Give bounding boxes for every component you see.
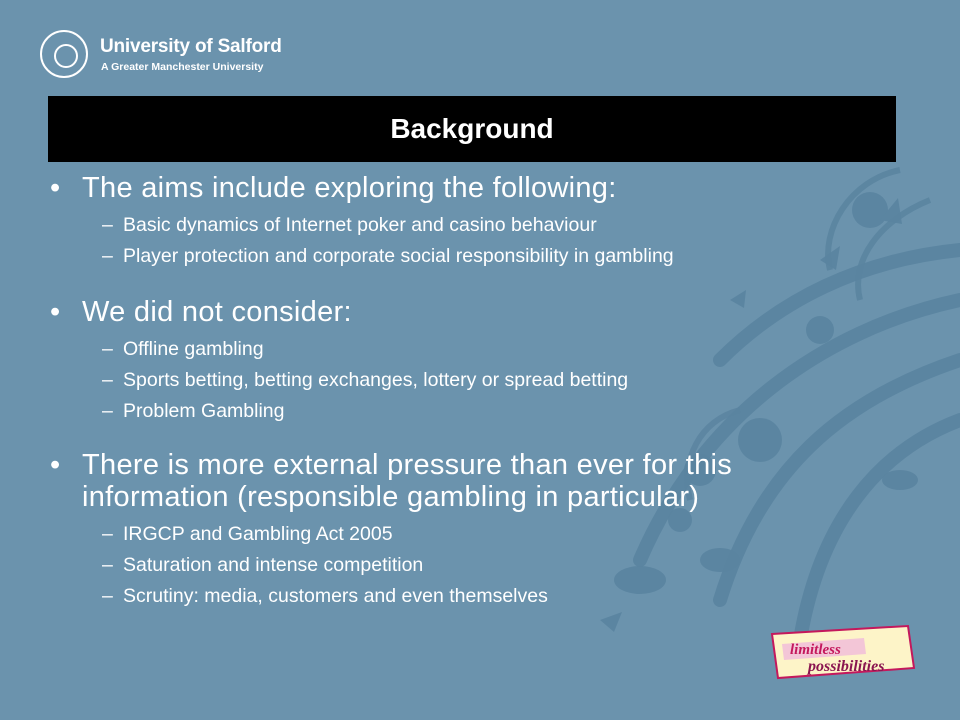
sub-text: Sports betting, betting exchanges, lottery or spread betting: [123, 369, 629, 391]
bullet-icon: •: [50, 296, 61, 328]
sub-text: IRGCP and Gambling Act 2005: [123, 523, 393, 545]
sub-item: [82, 581, 846, 612]
sub-text: Problem Gambling: [123, 400, 285, 422]
sub-item: [82, 365, 846, 396]
dash-icon: –: [102, 214, 113, 236]
dash-icon: –: [102, 245, 113, 267]
logo-tagline: A Greater Manchester University: [101, 61, 264, 73]
university-seal-icon: [40, 30, 88, 78]
bullet-text: We did not consider:: [82, 296, 352, 328]
logo-name: University of Salford: [100, 36, 282, 57]
badge-line2: possibilities: [808, 658, 885, 675]
dash-icon: –: [102, 400, 113, 422]
dash-icon: –: [102, 338, 113, 360]
bullet-icon: •: [50, 172, 61, 204]
slide-title: Background: [390, 113, 554, 144]
sub-list: [82, 334, 846, 427]
sub-text: Offline gambling: [123, 338, 264, 360]
bullet-item: [46, 449, 846, 612]
dash-icon: –: [102, 554, 113, 576]
bullet-text: There is more external pressure than ever for this information (responsible gambling in particular): [82, 449, 733, 513]
sub-list: [82, 210, 846, 272]
bullet-icon: •: [50, 449, 61, 481]
limitless-possibilities-badge: [768, 624, 918, 680]
sub-item: [82, 396, 846, 427]
sub-list: [82, 519, 846, 612]
bullet-item: [46, 296, 846, 427]
dash-icon: –: [102, 585, 113, 607]
sub-text: Scrutiny: media, customers and even themselves: [123, 585, 548, 607]
sub-item: [82, 519, 846, 550]
sub-text: Basic dynamics of Internet poker and casino behaviour: [123, 214, 597, 236]
sub-item: [82, 241, 846, 272]
dash-icon: –: [102, 369, 113, 391]
bullet-text: The aims include exploring the following:: [82, 172, 617, 204]
dash-icon: –: [102, 523, 113, 545]
bullet-item: [46, 172, 846, 272]
sub-item: [82, 334, 846, 365]
sub-item: [82, 210, 846, 241]
badge-line1: limitless: [790, 642, 841, 658]
title-bar: [48, 96, 896, 162]
slide-body: [46, 172, 846, 612]
sub-item: [82, 550, 846, 581]
sub-text: Player protection and corporate social responsibility in gambling: [123, 245, 674, 267]
sub-text: Saturation and intense competition: [123, 554, 424, 576]
